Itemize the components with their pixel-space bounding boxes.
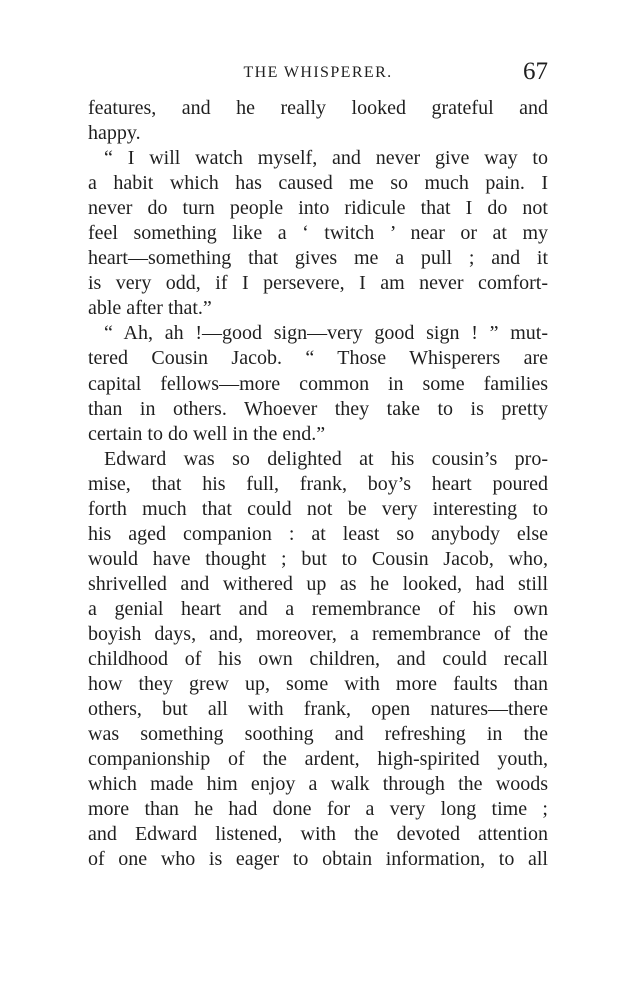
text-line: his aged companion : at least so anybody else [88,522,548,545]
text-line: shrivelled and withered up as he looked, had still [88,572,548,595]
text-line: more than he had done for a very long time ; [88,798,548,821]
text-line: able after that.” [88,297,212,320]
text-line: “ I will watch myself, and never give way to [104,147,548,170]
text-line: others, but all with frank, open natures—there [88,698,548,721]
text-line: a genial heart and a remembrance of his own [88,597,548,620]
text-line: boyish days, and, moreover, a remembrance of the [88,622,548,645]
text-line: capital fellows—more common in some families [88,372,548,395]
running-head [88,58,548,88]
text-line: how they grew up, some with more faults than [88,673,548,696]
text-line: tered Cousin Jacob. “ Those Whisperers are [88,347,548,370]
text-line: happy. [88,122,141,145]
text-line: than in others. Whoever they take to is pretty [88,397,548,420]
text-line: feel something like a ‘ twitch ’ near or at my [88,222,548,245]
text-line: is very odd, if I persevere, I am never comfort- [88,272,548,295]
running-title: THE WHISPERER. [243,64,393,81]
text-line: was something soothing and refreshing in the [88,723,548,746]
text-line: heart—something that gives me a pull ; and it [88,247,548,270]
text-line: a habit which has caused me so much pain. I [88,172,548,195]
text-line: Edward was so delighted at his cousin’s pro- [104,447,548,470]
body-text [88,96,548,872]
text-line: which made him enjoy a walk through the woods [88,773,548,796]
text-line: of one who is eager to obtain information, to all [88,848,548,871]
text-line: features, and he really looked grateful and [88,97,548,119]
text-line: mise, that his full, frank, boy’s heart poured [88,472,548,495]
text-line: would have thought ; but to Cousin Jacob, who, [88,547,548,570]
text-line: childhood of his own children, and could recall [88,648,548,671]
page-number: 67 [523,58,548,85]
text-line: forth much that could not be very interesting to [88,497,548,520]
text-line: never do turn people into ridicule that I do not [88,197,548,220]
text-line: and Edward listened, with the devoted attention [88,823,548,846]
text-line: “ Ah, ah !—good sign—very good sign ! ” mut- [104,322,548,345]
text-line: certain to do well in the end.” [88,422,326,445]
text-line: companionship of the ardent, high-spirited youth, [88,748,548,771]
